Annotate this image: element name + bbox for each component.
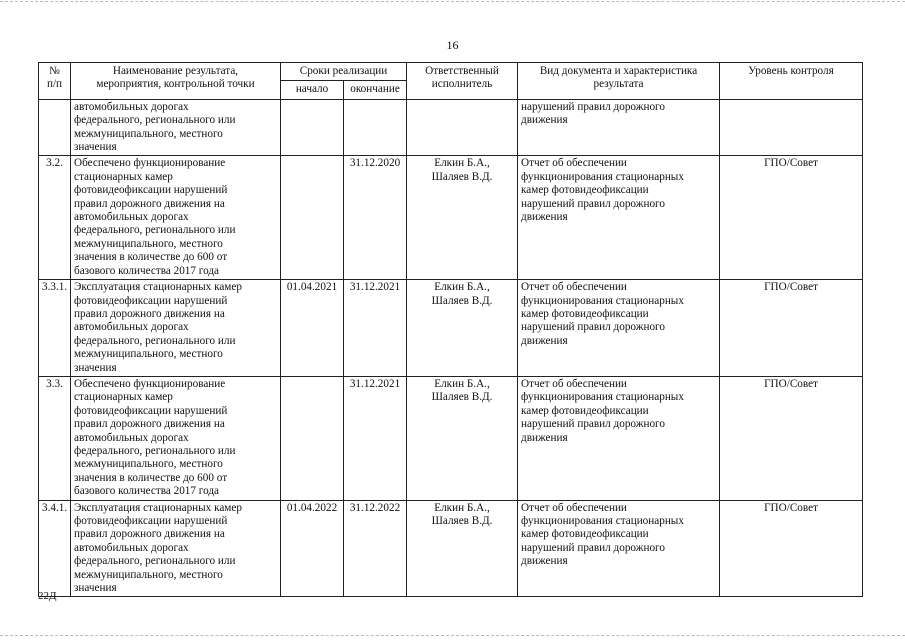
row-control-level: ГПО/Совет bbox=[720, 376, 863, 500]
row-name: Эксплуатация стационарных камер фотовидеофиксации нарушений правил дорожного движения на автомобильных дорогах федерального, регионального или межмуниципального, местного значения bbox=[71, 500, 281, 597]
header-end: окончание bbox=[344, 81, 407, 99]
top-scan-edge bbox=[0, 1, 905, 2]
row-document: Отчет об обеспечении функционирования стационарных камер фотовидеофиксации нарушений правил дорожного движения bbox=[518, 156, 720, 280]
row-control-level bbox=[720, 99, 863, 156]
row-number bbox=[39, 99, 71, 156]
header-num: № п/п bbox=[39, 63, 71, 100]
table-row bbox=[39, 156, 863, 280]
row-start-date bbox=[281, 156, 344, 280]
row-executor: Елкин Б.А., Шаляев В.Д. bbox=[407, 156, 518, 280]
row-number: 3.3.1. bbox=[39, 280, 71, 377]
header-start: начало bbox=[281, 81, 344, 99]
bottom-scan-edge bbox=[0, 635, 905, 636]
row-control-level: ГПО/Совет bbox=[720, 156, 863, 280]
row-end-date: 31.12.2021 bbox=[344, 280, 407, 377]
row-executor: Елкин Б.А., Шаляев В.Д. bbox=[407, 376, 518, 500]
header-terms: Сроки реализации bbox=[281, 63, 407, 81]
page-number: 16 bbox=[446, 38, 459, 52]
row-number: 3.3. bbox=[39, 376, 71, 500]
row-name: Обеспечено функционирование стационарных камер фотовидеофиксации нарушений правил дорожного движения на автомобильных дорогах федерального, регионального или межмуниципального, местного значения в количестве до 600 от базового количества 2017 года bbox=[71, 376, 281, 500]
table-body bbox=[39, 99, 863, 597]
row-end-date: 31.12.2020 bbox=[344, 156, 407, 280]
row-name: Обеспечено функционирование стационарных камер фотовидеофиксации нарушений правил дорожного движения на автомобильных дорогах федерального, регионального или межмуниципального, местного значения в количестве до 600 от базового количества 2017 года bbox=[71, 156, 281, 280]
plan-table bbox=[38, 62, 863, 597]
row-start-date bbox=[281, 99, 344, 156]
row-document: Отчет об обеспечении функционирования стационарных камер фотовидеофиксации нарушений правил дорожного движения bbox=[518, 500, 720, 597]
table-row bbox=[39, 376, 863, 500]
row-executor bbox=[407, 99, 518, 156]
table-row bbox=[39, 500, 863, 597]
header-level: Уровень контроля bbox=[720, 63, 863, 100]
row-document: Отчет об обеспечении функционирования стационарных камер фотовидеофиксации нарушений правил дорожного движения bbox=[518, 280, 720, 377]
row-start-date: 01.04.2022 bbox=[281, 500, 344, 597]
row-number: 3.2. bbox=[39, 156, 71, 280]
row-document: нарушений правил дорожного движения bbox=[518, 99, 720, 156]
row-control-level: ГПО/Совет bbox=[720, 280, 863, 377]
row-end-date bbox=[344, 99, 407, 156]
row-document: Отчет об обеспечении функционирования стационарных камер фотовидеофиксации нарушений правил дорожного движения bbox=[518, 376, 720, 500]
header-name: Наименование результата, мероприятия, контрольной точки bbox=[71, 63, 281, 100]
table-row bbox=[39, 99, 863, 156]
row-start-date: 01.04.2021 bbox=[281, 280, 344, 377]
row-executor: Елкин Б.А., Шаляев В.Д. bbox=[407, 280, 518, 377]
row-name: автомобильных дорогах федерального, регионального или межмуниципального, местного значения bbox=[71, 99, 281, 156]
row-end-date: 31.12.2021 bbox=[344, 376, 407, 500]
header-doc: Вид документа и характеристика результата bbox=[518, 63, 720, 100]
footer-code: 22Д bbox=[38, 590, 57, 602]
row-executor: Елкин Б.А., Шаляев В.Д. bbox=[407, 500, 518, 597]
row-number: 3.4.1. bbox=[39, 500, 71, 597]
header-row bbox=[39, 63, 863, 81]
row-start-date bbox=[281, 376, 344, 500]
row-name: Эксплуатация стационарных камер фотовидеофиксации нарушений правил дорожного движения на автомобильных дорогах федерального, регионального или межмуниципального, местного значения bbox=[71, 280, 281, 377]
header-executor: Ответственный исполнитель bbox=[407, 63, 518, 100]
row-control-level: ГПО/Совет bbox=[720, 500, 863, 597]
row-end-date: 31.12.2022 bbox=[344, 500, 407, 597]
table-row bbox=[39, 280, 863, 377]
